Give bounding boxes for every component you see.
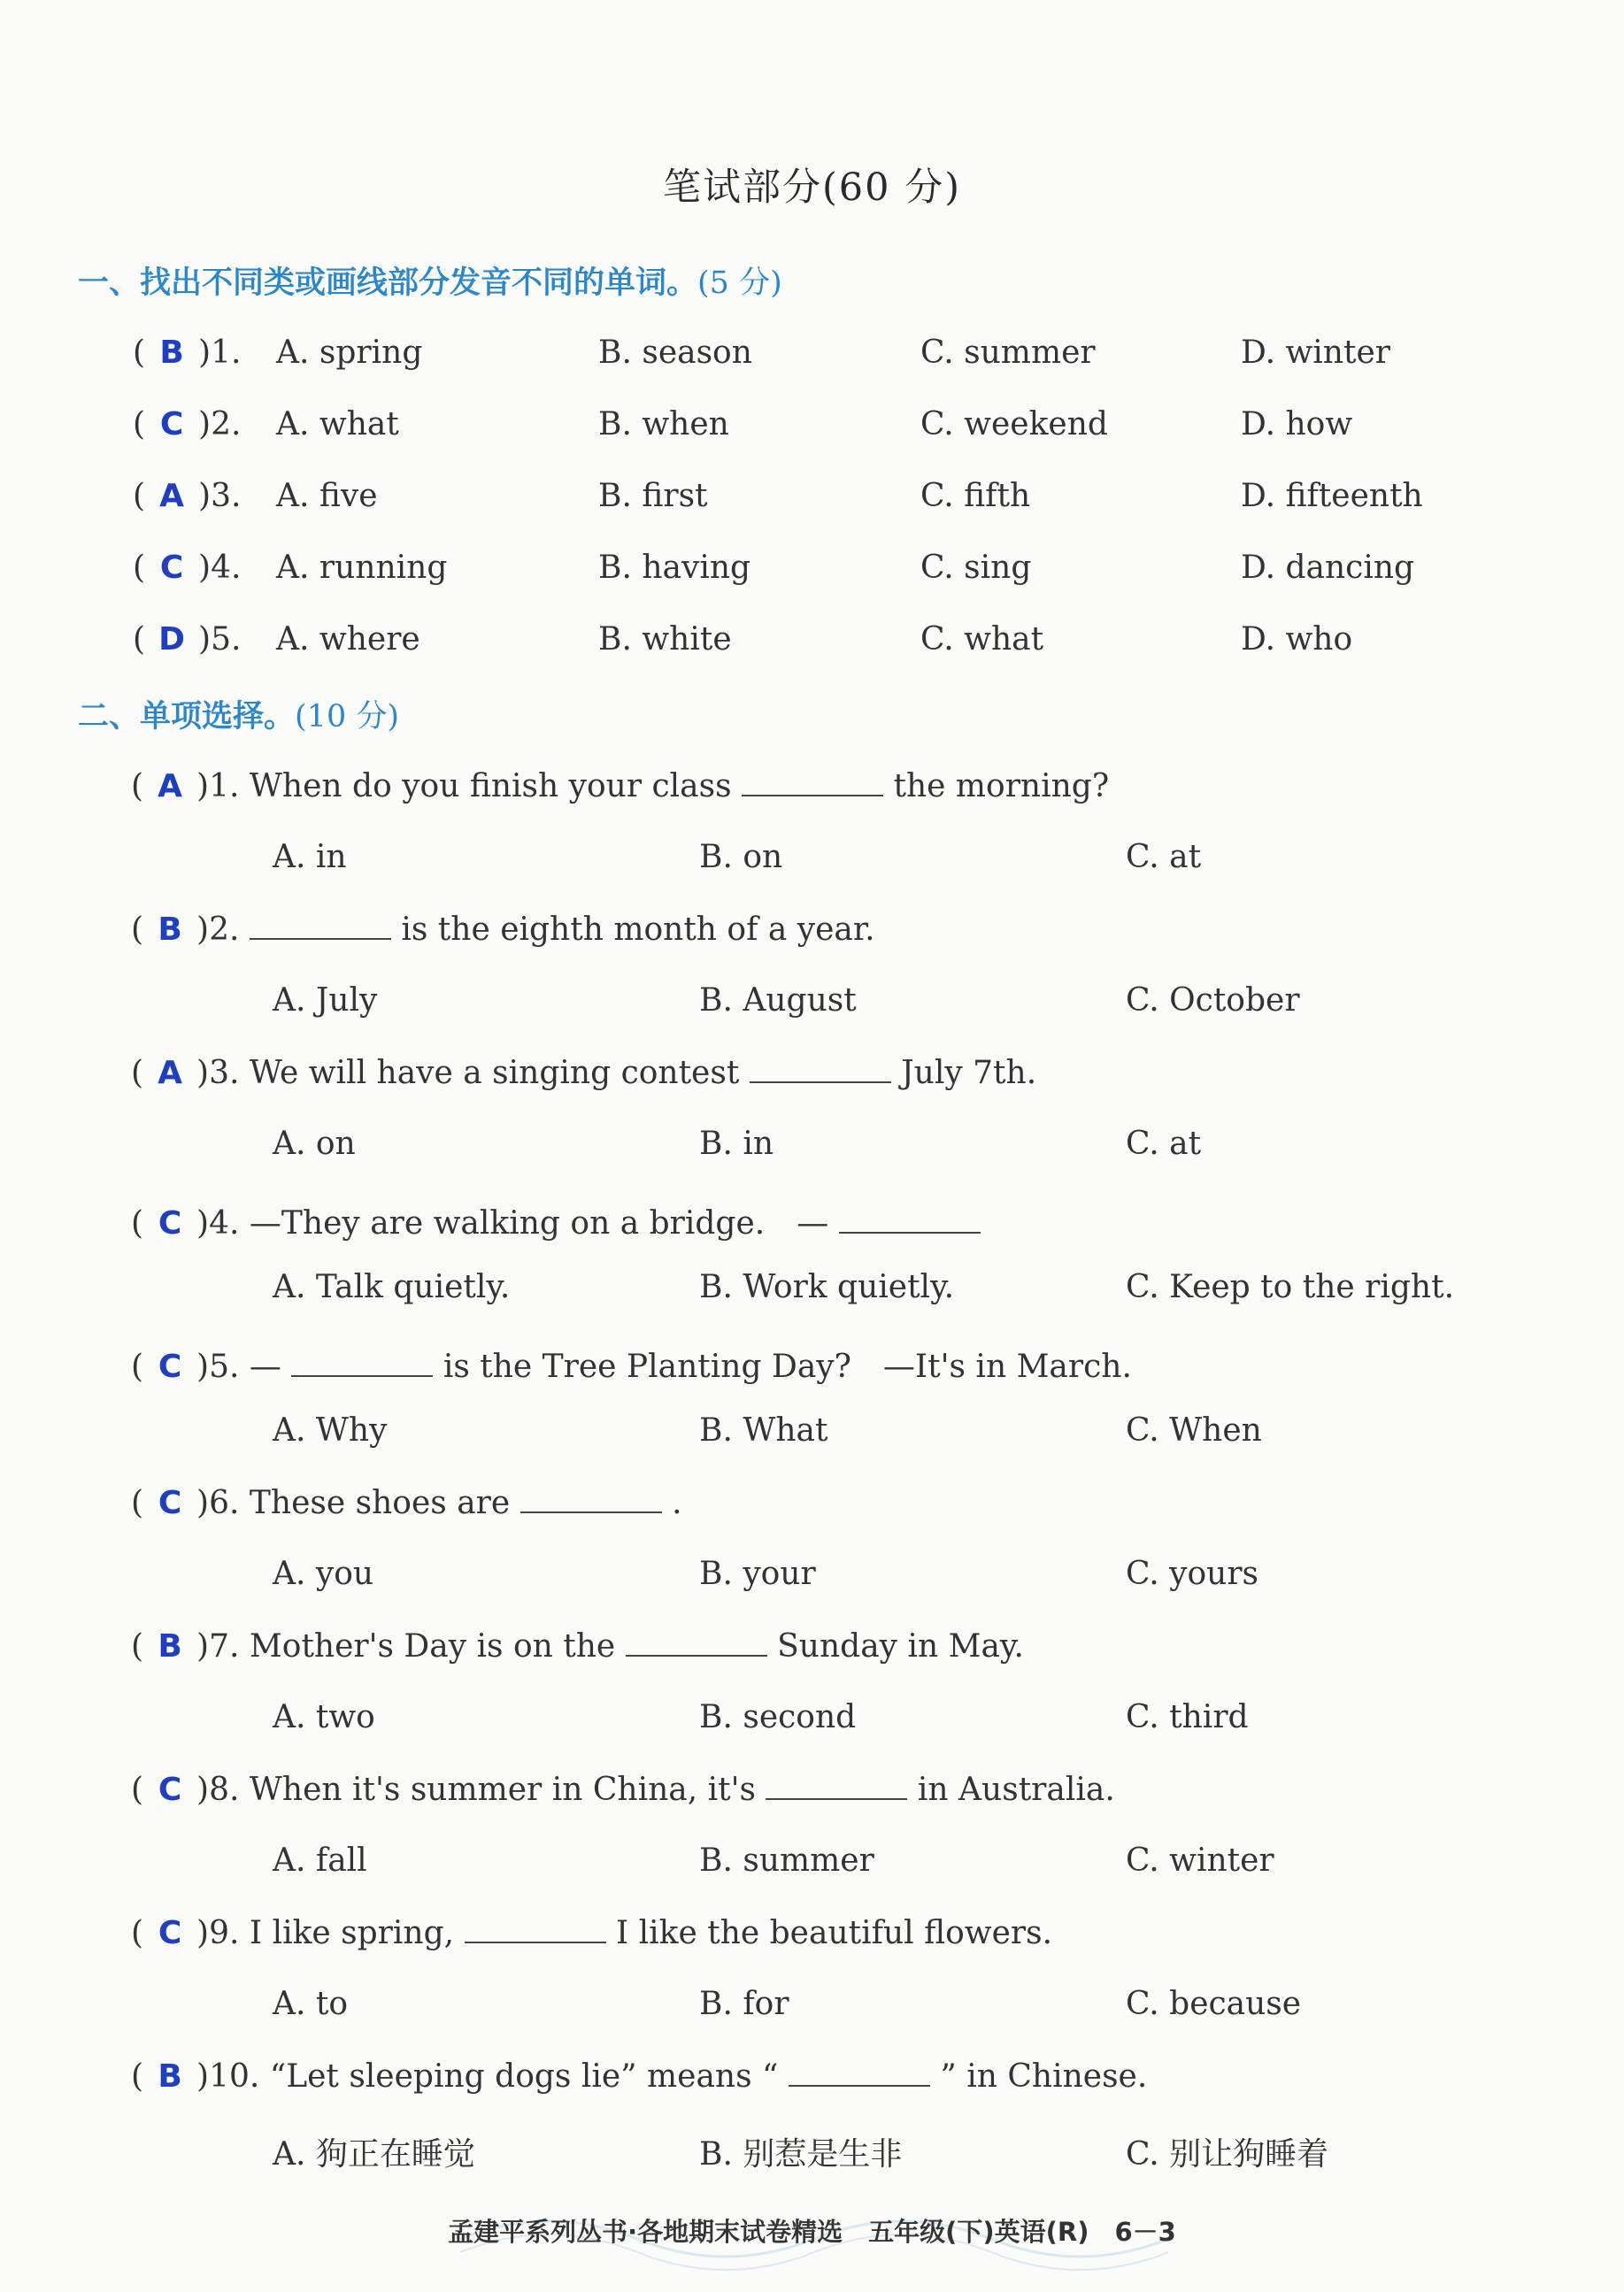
- option-c: C. at: [1126, 839, 1202, 875]
- option-c: C. summer: [920, 335, 1096, 371]
- option-a: A. you: [273, 1556, 374, 1592]
- option-a: A. spring: [276, 335, 423, 371]
- question-number: )5.: [196, 1349, 240, 1385]
- option-b: B. in: [699, 1126, 774, 1162]
- question-text-before-blank: “Let sleeping dogs lie” means “: [269, 2058, 779, 2095]
- answer-blank: [250, 911, 391, 940]
- answer-letter: A: [158, 1055, 182, 1091]
- option-d: D. how: [1241, 406, 1353, 442]
- option-b: B. when: [598, 406, 729, 442]
- question-number: )3.: [198, 478, 242, 514]
- question-row: ( B )7. Mother's Day is on the Sunday in May.: [131, 1628, 1024, 1665]
- option-c: C. at: [1126, 1126, 1202, 1162]
- question-number: )4.: [198, 550, 242, 586]
- option-c: C. yours: [1126, 1556, 1259, 1592]
- answer-blank: [766, 1772, 907, 1800]
- option-b: B. season: [598, 335, 752, 371]
- question-number: )9.: [196, 1915, 240, 1951]
- question-row: ( B )10. “Let sleeping dogs lie” means “ ” in Chinese.: [131, 2058, 1148, 2095]
- section2-heading-text: 二、单项选择。: [78, 699, 296, 735]
- option-a: A. July: [273, 982, 378, 1019]
- question-number: )2.: [196, 911, 240, 948]
- option-b: B. first: [598, 478, 708, 514]
- option-c: C. winter: [1126, 1842, 1274, 1879]
- answer-blank: [750, 1055, 891, 1083]
- answer-letter: C: [158, 1485, 182, 1521]
- question-number: )8.: [196, 1772, 240, 1808]
- question-text-before-blank: When do you finish your class: [249, 768, 732, 804]
- answer-blank: [465, 1915, 606, 1943]
- option-c: C. sing: [920, 550, 1032, 586]
- answer-letter: B: [158, 2058, 182, 2095]
- option-b: B. on: [699, 839, 783, 875]
- option-b: B. white: [598, 621, 732, 658]
- answer-blank: [742, 768, 883, 796]
- question-text-before-blank: Mother's Day is on the: [249, 1628, 616, 1665]
- question-number: )5.: [198, 621, 242, 658]
- question-text-after-blank: Sunday in May.: [777, 1628, 1024, 1665]
- question-text-before-blank: —They are walking on a bridge. —: [249, 1205, 829, 1242]
- option-d: D. fifteenth: [1241, 478, 1423, 514]
- answer-letter: C: [158, 1915, 182, 1951]
- question-text-after-blank: ” in Chinese.: [940, 2058, 1148, 2095]
- answer-letter: C: [158, 1349, 182, 1385]
- question-row: ( C )5. — is the Tree Planting Day? —It's in March.: [131, 1349, 1132, 1385]
- question-text-after-blank: .: [672, 1485, 682, 1521]
- option-b: B. having: [598, 550, 751, 586]
- answer-letter: B: [159, 335, 184, 371]
- option-c: C. Keep to the right.: [1126, 1269, 1455, 1305]
- question-number: )6.: [196, 1485, 240, 1521]
- question-text-after-blank: I like the beautiful flowers.: [615, 1915, 1053, 1951]
- question-row: ( B )2. is the eighth month of a year.: [131, 911, 875, 948]
- option-d: D. winter: [1241, 335, 1390, 371]
- option-d: D. dancing: [1241, 550, 1415, 586]
- option-a: A. five: [276, 478, 378, 514]
- answer-letter: D: [158, 621, 185, 658]
- option-a: A. Talk quietly.: [273, 1269, 511, 1305]
- section1-heading: [78, 258, 782, 303]
- question-row: ( C )6. These shoes are .: [131, 1485, 682, 1521]
- question-text-before-blank: We will have a singing contest: [249, 1055, 740, 1091]
- answer-blank: [291, 1349, 433, 1377]
- answer-blank: [789, 2058, 930, 2087]
- answer-blank: [626, 1628, 767, 1657]
- option-c: C. what: [920, 621, 1044, 658]
- answer-letter: C: [159, 406, 184, 442]
- option-c: C. weekend: [920, 406, 1108, 442]
- question-text-before-blank: I like spring,: [249, 1915, 455, 1951]
- option-a: A. to: [273, 1986, 349, 2022]
- question-number: )10.: [196, 2058, 260, 2095]
- section2-heading: [78, 692, 399, 736]
- answer-blank: [839, 1205, 981, 1234]
- question-text-after-blank: is the eighth month of a year.: [401, 911, 875, 948]
- answer-letter: C: [158, 1205, 182, 1242]
- question-number: )3.: [196, 1055, 240, 1091]
- section1-heading-text: 一、找出不同类或画线部分发音不同的单词。: [78, 265, 698, 301]
- question-number: )1.: [196, 768, 240, 804]
- section1-score: (5 分): [697, 265, 782, 301]
- option-c: C. because: [1126, 1986, 1302, 2022]
- question-row: ( C )9. I like spring, I like the beautiful flowers.: [131, 1915, 1053, 1951]
- option-a: A. fall: [273, 1842, 367, 1879]
- question-text-before-blank: These shoes are: [249, 1485, 511, 1521]
- option-b: B. What: [699, 1412, 828, 1449]
- option-c: C. 别让狗睡着: [1126, 2136, 1329, 2173]
- question-text-before-blank: When it's summer in China, it's: [249, 1772, 756, 1808]
- option-a: A. two: [273, 1699, 375, 1735]
- answer-letter: B: [158, 1628, 182, 1665]
- question-text-after-blank: is the Tree Planting Day? —It's in March.: [443, 1349, 1132, 1385]
- question-row: ( A )3. We will have a singing contest July 7th.: [131, 1055, 1037, 1091]
- option-b: B. August: [699, 982, 857, 1019]
- answer-letter: A: [158, 768, 182, 804]
- question-row: ( A )3.: [133, 478, 242, 514]
- question-text-before-blank: —: [249, 1349, 281, 1385]
- option-d: D. who: [1241, 621, 1353, 658]
- answer-letter: B: [158, 911, 182, 948]
- option-b: B. Work quietly.: [699, 1269, 955, 1305]
- answer-blank: [520, 1485, 662, 1513]
- option-a: A. in: [273, 839, 347, 875]
- option-b: B. summer: [699, 1842, 874, 1879]
- option-c: C. third: [1126, 1699, 1249, 1735]
- option-a: A. what: [276, 406, 399, 442]
- question-number: )7.: [196, 1628, 240, 1665]
- answer-letter: C: [158, 1772, 182, 1808]
- question-number: )2.: [198, 406, 242, 442]
- option-a: A. 狗正在睡觉: [273, 2136, 475, 2173]
- option-b: B. your: [699, 1556, 816, 1592]
- page-title: 笔试部分(60 分): [663, 165, 961, 210]
- question-row: ( C )4.: [133, 550, 242, 586]
- option-b: B. for: [699, 1986, 789, 2022]
- option-c: C. fifth: [920, 478, 1031, 514]
- question-number: )1.: [198, 335, 242, 371]
- option-c: C. When: [1126, 1412, 1262, 1449]
- option-c: C. October: [1126, 982, 1300, 1019]
- question-text-after-blank: in Australia.: [917, 1772, 1115, 1808]
- question-row: ( B )1.: [133, 335, 242, 371]
- page-footer: 孟建平系列丛书·各地期末试卷精选 五年级(下)英语(R) 6－3: [448, 2217, 1176, 2247]
- option-a: A. Why: [273, 1412, 388, 1449]
- question-row: ( A )1. When do you finish your class the morning?: [131, 768, 1110, 804]
- section2-score: (10 分): [295, 699, 399, 735]
- answer-letter: A: [159, 478, 184, 514]
- question-row: ( D )5.: [133, 621, 242, 658]
- question-text-after-blank: the morning?: [893, 768, 1110, 804]
- question-row: ( C )8. When it's summer in China, it's in Australia.: [131, 1772, 1115, 1808]
- question-row: ( C )2.: [133, 406, 242, 442]
- option-b: B. second: [699, 1699, 857, 1735]
- question-row: ( C )4. —They are walking on a bridge. —: [131, 1198, 981, 1243]
- answer-letter: C: [159, 550, 184, 586]
- question-number: )4.: [196, 1205, 240, 1242]
- option-a: A. where: [276, 621, 420, 658]
- question-text-after-blank: July 7th.: [901, 1055, 1037, 1091]
- option-a: A. running: [276, 550, 448, 586]
- option-b: B. 别惹是生非: [699, 2136, 903, 2173]
- option-a: A. on: [273, 1126, 356, 1162]
